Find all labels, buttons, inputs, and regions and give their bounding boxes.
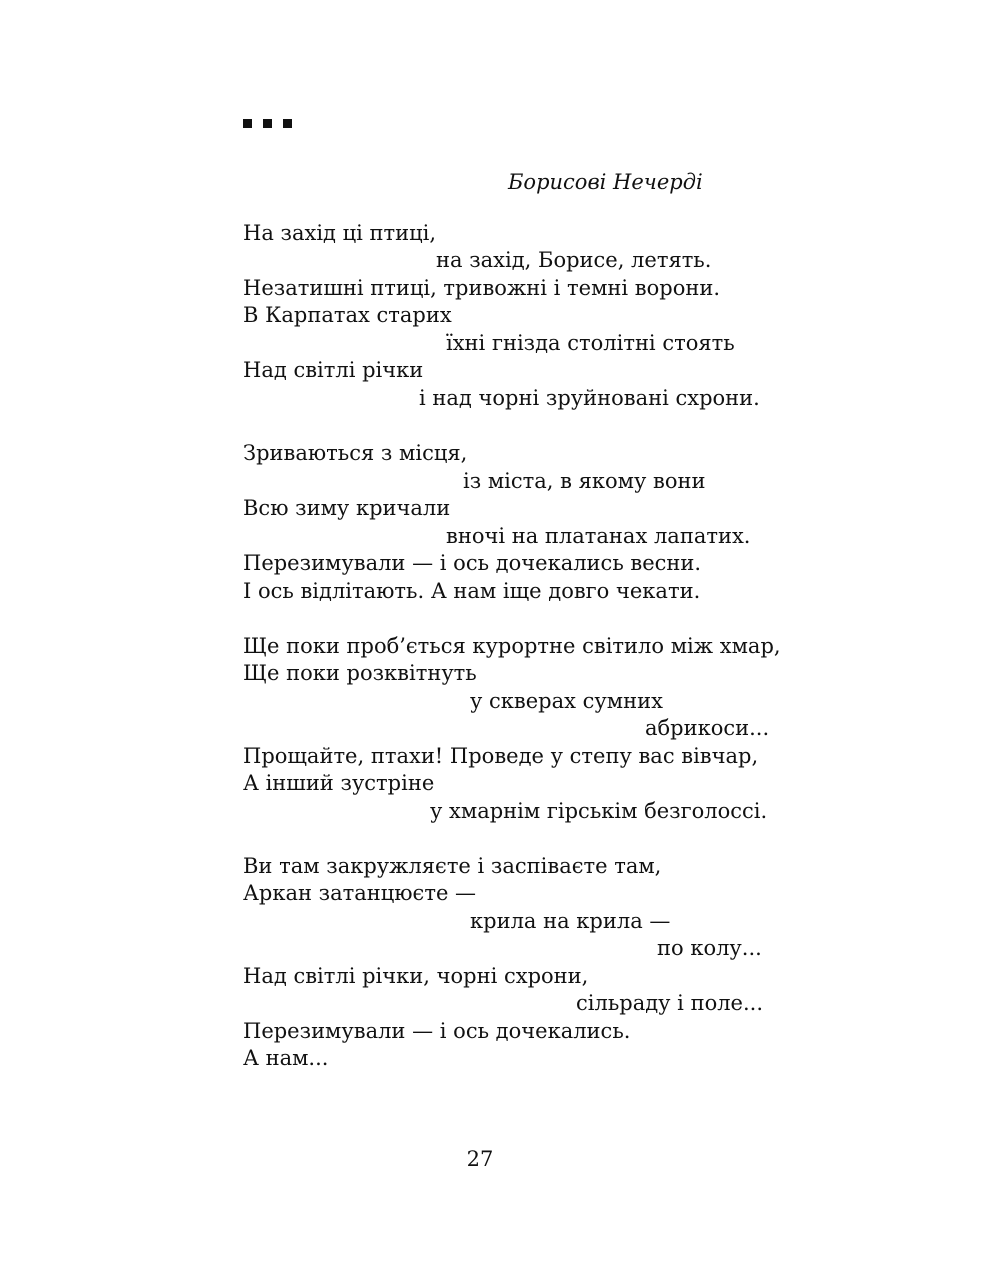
- poem-line: Прощайте, птахи! Проведе у степу вас вівчар,: [243, 744, 759, 768]
- poem-line: Ви там закружляєте і заспіваєте там,: [243, 854, 662, 878]
- poem-line: і над чорні зруйновані схрони.: [419, 386, 760, 410]
- poem-line: В Карпатах старих: [243, 303, 452, 327]
- poem-line: їхні гнізда столітні стоять: [446, 331, 735, 355]
- poem-line: у скверах сумних: [470, 689, 663, 713]
- poem-line: Аркан затанцюєте —: [243, 881, 477, 905]
- page-number: 27: [466, 1147, 494, 1171]
- poem-line: сільраду і поле...: [576, 991, 764, 1015]
- poem-line: абрикоси...: [645, 716, 770, 740]
- poem-line: Зриваються з місця,: [243, 441, 468, 465]
- poem-line: На захід ці птиці,: [243, 221, 437, 245]
- dedication: Борисові Нечерді: [508, 170, 703, 194]
- poem-line: із міста, в якому вони: [463, 469, 706, 493]
- poem-line: у хмарнім гірськім безголоссі.: [430, 799, 768, 823]
- poem-line: А інший зустріне: [243, 771, 435, 795]
- poem-line: Незатишні птиці, тривожні і темні ворони.: [243, 276, 721, 300]
- poem-line: Всю зиму кричали: [243, 496, 451, 520]
- poem-line: Над світлі річки, чорні схрони,: [243, 964, 589, 988]
- poem-line: на захід, Борисе, летять.: [436, 248, 712, 272]
- poem-line: Перезимували — і ось дочекались.: [243, 1019, 631, 1043]
- poem-line: Перезимували — і ось дочекались весни.: [243, 551, 702, 575]
- poem-line: І ось відлітають. А нам іще довго чекати.: [243, 579, 701, 603]
- poem-line: Над світлі річки: [243, 358, 424, 382]
- poem-line: Ще поки розквітнуть: [243, 661, 477, 685]
- poem-line: вночі на платанах лапатих.: [446, 524, 751, 548]
- poem-line: А нам...: [243, 1046, 329, 1070]
- poem-line: Ще поки проб’ється курортне світило між хмар,: [243, 634, 781, 658]
- poem-line: крила на крила —: [470, 909, 671, 933]
- poem-line: по колу...: [657, 936, 762, 960]
